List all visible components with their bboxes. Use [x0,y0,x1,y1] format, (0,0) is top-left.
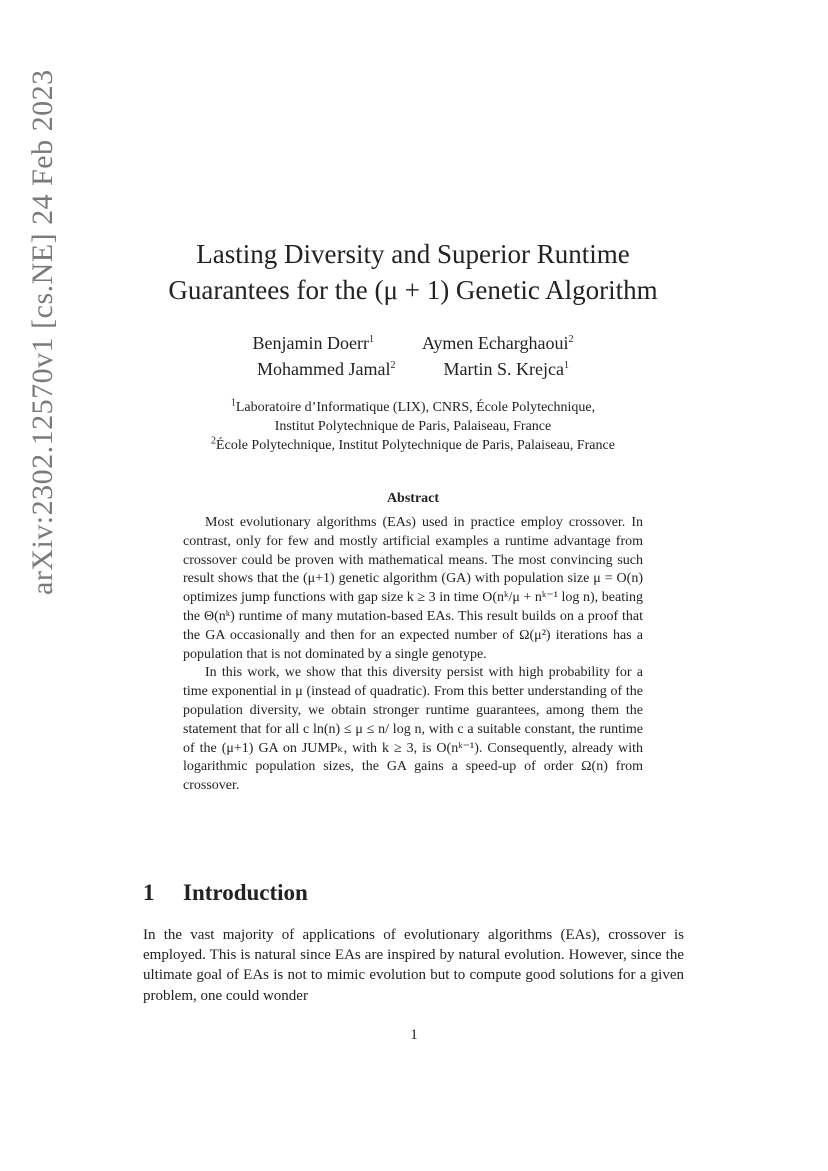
title-line-2: Guarantees for the (μ + 1) Genetic Algorithm [168,275,658,305]
title-line-1: Lasting Diversity and Superior Runtime [196,239,630,269]
abstract-heading: Abstract [386,491,440,506]
affiliation-line [143,436,683,455]
affiliation-line [143,417,683,436]
page-number: 1 [410,1027,418,1043]
affiliations [143,398,683,455]
section-heading [143,880,308,906]
author [257,356,395,382]
arxiv-identifier: arXiv:2302.12570v1 [cs.NE] 24 Feb 2023 [26,69,59,595]
author-name: Aymen Echarghaoui [421,333,569,353]
author-name: Mohammed Jamal [257,359,391,379]
section-number: 1 [143,880,155,905]
author-row-2 [143,356,683,382]
paper-title [143,236,683,308]
author [444,356,569,382]
affiliation-mark: 1 [563,360,569,371]
affiliation-mark: 2 [390,360,396,371]
abstract-paragraph: Most evolutionary algorithms (EAs) used in practice employ crossover. In contrast, only for few and mostly artificial examples a runtime advantage from crossover could be proven with mathematical means. The most convincing such result shows that the (μ+1) genetic algorithm (GA) with population size μ = O(n) optimizes jump functions with gap size k ≥ 3 in time O(nᵏ/μ + nᵏ⁻¹ log n), beating the Θ(nᵏ) runtime of many mutation-based EAs. This result builds on a proof that the GA occasionally and then for an expected number of Ω(μ²) iterations has a population that is not dominated by a single genotype. [183,515,643,662]
affiliation-text: École Polytechnique, Institut Polytechnique de Paris, Palaiseau, France [216,438,615,453]
author-name: Martin S. Krejca [443,359,564,379]
author-row-1 [143,330,683,356]
affiliation-mark: 1 [230,397,236,409]
author-list [143,330,683,382]
author [253,330,374,356]
affiliation-text: Institut Polytechnique de Paris, Palaiseau, France [274,419,552,434]
author [422,330,573,356]
section-title: Introduction [183,880,308,905]
affiliation-mark: 2 [568,334,574,345]
affiliation-mark: 1 [368,334,374,345]
author-name: Benjamin Doerr [252,333,369,353]
affiliation-text: Laboratoire d’Informatique (LIX), CNRS, École Polytechnique, [235,400,596,415]
affiliation-mark: 2 [211,435,217,447]
affiliation-line [143,398,683,417]
intro-paragraph: In the vast majority of applications of evolutionary algorithms (EAs), crossover is employed. This is natural since EAs are inspired by natural evolution. However, since the ultimate goal of EAs is not to mimic evolution but to compute good solutions for a given problem, one could wonder [143,927,684,1004]
abstract-paragraph: In this work, we show that this diversity persist with high probability for a time exponential in μ (instead of quadratic). From this better understanding of the population diversity, we obtain stronger runtime guarantees, among them the statement that for all c ln(n) ≤ μ ≤ n/ log n, with c a suitable constant, the runtime of the (μ+1) GA on JUMPₖ, with k ≥ 3, is O(nᵏ⁻¹). Consequently, already with logarithmic population sizes, the GA gains a speed-up of order Ω(n) from crossover. [183,665,643,794]
abstract-body [183,514,643,796]
